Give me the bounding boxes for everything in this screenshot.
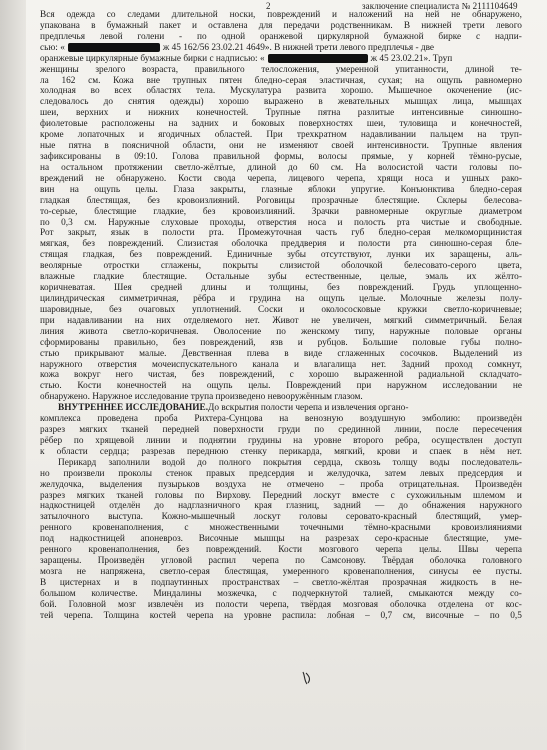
text-line: ренного кровенаполнения, с множественными точечными тёмно-красными кровоизлияниями — [40, 523, 522, 534]
text-line: бой. Головной мозг извлечён из полости черепа, твёрдая мозговая оболочка отделена от кос- — [40, 599, 522, 610]
text-line: надкостницей отделён до надглазничного края глазниц, задний — до обнажения наружного — [40, 501, 522, 512]
text-line: комплекса проведена проба Рихтера-Сунцова на венозную воздушную эмболию: произведён — [40, 414, 522, 425]
text-line: Перикард заполнили водой до полного покрытия сердца, сквозь толщу воды последователь- — [58, 457, 522, 468]
text-line: холодная во всех областях тела. Мускулатура развита хорошо. Мышечное окоченение (ис- — [40, 86, 522, 97]
text-line: ные пятна в поясничной области, они не изменяют своей интенсивности. Трупные явления — [40, 141, 522, 152]
handwritten-mark — [300, 670, 314, 686]
text-line: обнаружено. Наружное исследование трупа произведено невооружённым глазом. — [40, 392, 363, 403]
text-line: линия живота светло-коричневая. Оволосение по женскому типу, наружные половые органы — [40, 326, 522, 337]
text-line: ла 162 см. Кожа вне трупных пятен бледно-серая эластичная, сухая; на ощупь равномерно — [40, 75, 522, 86]
text-line: вин на ощупь целы. Глаза закрыты, глазные яблоки упругие. Конъюнктива бледно-серая — [40, 184, 522, 195]
text-line: к области сердца; разрезав переднюю стенку перикарда, мягкий, крови и спаек в нём нет. — [40, 446, 522, 457]
text-line: но произвели проколы стенок правых предсердия и желудочка, затем левых предсердия и — [40, 468, 522, 479]
redaction-bar — [268, 54, 368, 63]
text-line: желудочка, выделения пузырьков воздуха не отмечено – проба отрицательная. Произведён — [40, 479, 522, 490]
text-line: стью. Кости конечностей на ощупь целы. Повреждений при наружном исследовании не — [40, 381, 522, 392]
text-line: под надкостницей апоневроз. Височные мышцы на разрезах серо-красные блестящие, уме- — [40, 534, 522, 545]
text-line: упакована в бумажный пакет и оставлена для передачи родственникам. В нижней трети левого — [40, 20, 522, 31]
text-line: сью: « ж 45 162/56 23.02.21 4649». В нижней трети левого предплечья - две — [40, 42, 435, 53]
text-line: рёбер по хрящевой линии и поднятии грудины на уровне второго ребра, осуществлен доступ — [40, 435, 522, 446]
text-line: при надавливании на них отделяемого нет. Живот не увеличен, мягкий симметричный. Белая — [40, 315, 522, 326]
text-line: фиолетовые расположены на задних и боковых поверхностях шеи, туловища и конечностей, — [40, 119, 522, 130]
text-line: влажные гладкие блестящие. Остальные зубы естественные, целые, эмаль их жёлто- — [40, 272, 522, 283]
document-body — [40, 10, 522, 622]
text-line: коричневатая. Шея средней длины и толщины, без повреждений. Грудь уплощенно- — [40, 283, 522, 294]
section-heading: ВНУТРЕННЕЕ ИССЛЕДОВАНИЕ. — [58, 403, 209, 414]
text-line: большом количестве. Миндалины мозжечка, с подчеркнутой талией, смыкаются между со- — [40, 588, 522, 599]
text-line: ренного кровенаполнения, без повреждений. Кости мозгового черепа целы. Швы черепа — [40, 545, 522, 556]
text-line: следовалось до снятия одежды) хорошо выражено в жевательных мышцах лица, мышцах — [40, 97, 522, 108]
text-line: предплечья левой голени - по одной оранжевой циркулярной бумажной бирке с надпи- — [40, 31, 522, 42]
text-line: женщины зрелого возраста, правильного телосложения, умеренной упитанности, длиной те- — [40, 64, 522, 75]
text-line: В цистернах и в подпаутинных пространствах – светло-жёлтая прозрачная жидкость в не- — [40, 577, 522, 588]
text-line: стящая гладкая, без повреждений. Единичные зубы отсутствуют, лунки их заращены, аль- — [40, 250, 522, 261]
text-line: гладкая блестящая, без кровоизлияний. Роговицы прозрачные блестящие. Склеры белесова- — [40, 195, 522, 206]
text-line: стью прикрывают малые. Девственная плева в виде сглаженных сосочков. Выделений из — [40, 348, 522, 359]
text-line: шаровидные, без очаговых уплотнений. Соски и околососковые кружки светло-коричневые; — [40, 304, 522, 315]
text-line: веолярные отростки сглажены, покрыты слизистой оболочкой белесовато-серого цвета, — [40, 261, 522, 272]
text-line: затылочного выступа. Кожно-мышечный лоскут головы серовато-красный блестящий, умер- — [40, 512, 522, 523]
text-line: Вся одежда со следами длительной носки, повреждений и наложений на ней не обнаружено, — [40, 10, 522, 20]
text-line: по 0,3 см. Наружные слуховые проходы, отверстия носа и полость рта чистые и свободные. — [40, 217, 522, 228]
text-line: зафиксированы в 09:10. Голова правильной формы, волосы прямые, у корней тёмно-русые, — [40, 151, 522, 162]
text-line: Рот закрыт, язык в полости рта. Промежуточная часть губ бледно-серая мелкоморщинистая — [40, 228, 522, 239]
text-line: мозга не напряжена, светло-серая блестящая, умеренного кровенаполнения, синусы ее пусты. — [40, 567, 522, 578]
text-line: оранжевые циркулярные бумажные бирки с надписью: « ж 45 23.02.21». Труп — [40, 53, 453, 64]
text-line: разрез мягких тканей головы по Вирхову. Передний лоскут вместе с сухожильным шлемом и — [40, 490, 522, 501]
text-line: цилиндрическая симметричная, рёбра и грудина на ощупь целые. Молочные железы полу- — [40, 293, 522, 304]
text-line: заращены. Произведён угловой распил черепа по Самсонову. Твёрдая оболочка головного — [40, 556, 522, 567]
text-line: шеи, верхних и нижних конечностей. Трупные пятна разлитые интенсивные синюшно- — [40, 108, 522, 119]
text-line: кожа вокруг него чистая, без повреждений, с хорошо выраженной радиальной складчато- — [40, 370, 522, 381]
text-line: то-серые, блестящие гладкие, без кровоизлияний. Зрачки равномерные округлые диаметром — [40, 206, 522, 217]
text-line: тей черепа. Толщина костей черепа на уровне распила: лобная – 0,7 см, височные – по 0,5 — [40, 610, 522, 621]
text-line: кроме лопаточных и ягодичных областей. При трехкратном надавливании пальцем на труп- — [40, 130, 522, 141]
text-line: вреждений не обнаружено. Кости свода черепа, лицевого черепа, хрящи носа и ушных рако- — [40, 173, 522, 184]
text-line: наружного отверстия мочеиспускательного канала и влагалища нет. Задний проход сомкнут, — [40, 359, 522, 370]
section-heading-line: ВНУТРЕННЕЕ ИССЛЕДОВАНИЕ. До вскрытия полости черепа и извлечения органо- — [58, 403, 409, 414]
page-number: 2 — [266, 1, 271, 11]
text-line: разрез мягких тканей передней поверхности груди по срединной линии, после пересечения — [40, 425, 522, 436]
header-document-id: заключение специалиста № 2111104649 — [362, 1, 518, 11]
text-line: на остальном протяжении светло-жёлтые, длиной до 60 см. На волосистой части головы по- — [40, 162, 522, 173]
text-line: мягкая, без повреждений. Слизистая оболочка преддверия и полости рта синюшно-серая бле- — [40, 239, 522, 250]
text-line: сформированы правильно, без повреждений, язв и рубцов. Большие половые губы полно- — [40, 337, 522, 348]
page-edge-shadow — [0, 0, 26, 750]
redaction-bar — [68, 43, 160, 52]
